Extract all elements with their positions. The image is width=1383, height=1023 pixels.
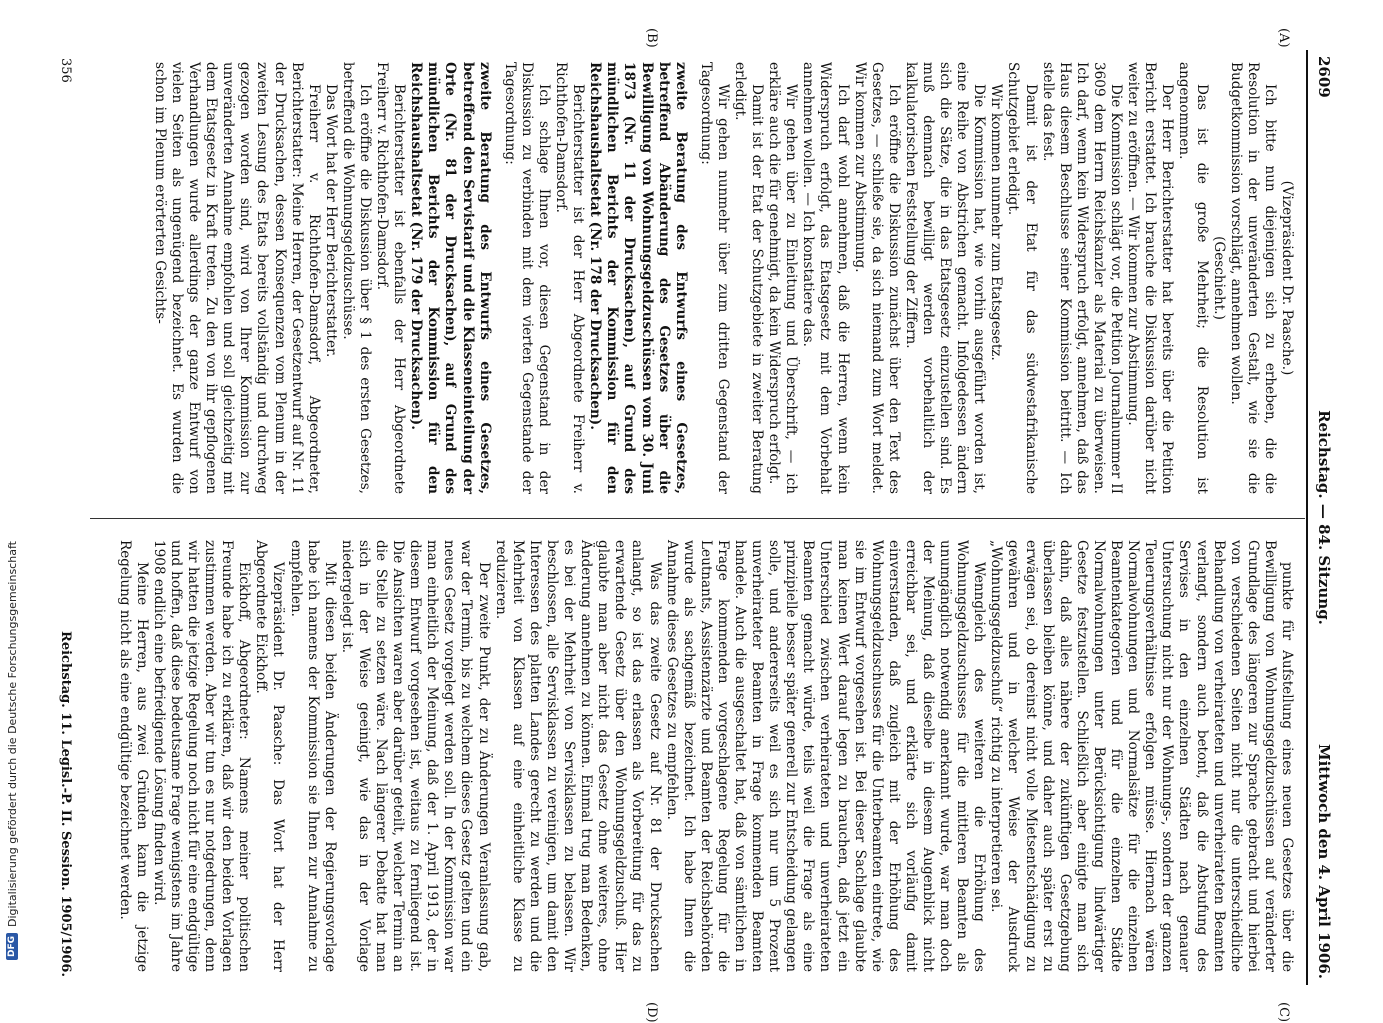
header-date: Mittwoch den 4. April 1906. bbox=[1315, 744, 1333, 979]
digitization-note bbox=[2, 120, 22, 960]
paragraph: Mit diesen beiden Änderungen der Regierungsvorlage habe ich namens der Kommission sie Ihnen zur Annahme zu empfehlen. bbox=[287, 540, 338, 972]
paragraph: (Geschieht.) bbox=[1210, 236, 1227, 320]
paragraph: zweite Beratung des Entwurfs eines Gesetzes, betreffend den Servistarif und die Klasseneinteilung der Orte (Nr. 81 der Drucksachen), auf Grund des mündlichen Berichts der Kommission für den Reichshaushaltsetat (Nr. 179 der Drucksachen). bbox=[408, 62, 493, 494]
document-page bbox=[45, 28, 1335, 1023]
paragraph: Das ist die große Mehrheit; die Resolution ist angenommen. bbox=[1176, 62, 1210, 494]
paragraph: Damit ist der Etat für das südwestafrikanische Schutzgebiet erledigt. bbox=[1005, 62, 1039, 494]
paragraph: Wir gehen über zu Einleitung und Überschrift, — ich erkläre auch die für genehmigt, da kein Widerspruch erfolgt. bbox=[766, 62, 800, 494]
paragraph: (Vizepräsident Dr. Paasche.) bbox=[1279, 180, 1295, 376]
column-divider bbox=[90, 518, 1305, 519]
paragraph: Meine Herren, aus zwei Gründen kann die jetzige Regelung nicht als eine endgültige bezeichnet werden. bbox=[116, 540, 150, 972]
header-title: Reichstag. — 84. Sitzung. bbox=[1315, 410, 1333, 625]
paragraph: Berichterstatter ist ebenfalls der Herr Abgeordnete Freiherr v. Richthofen-Damsdorf. bbox=[374, 62, 408, 494]
digitization-note-text: Digitalisierung gefördert durch die Deutsche Forschungsgemeinschaft bbox=[5, 541, 19, 927]
paragraph: Ich schlage Ihnen vor, diesen Gegenstand in der Diskussion zu verbinden mit dem vierten Gegenstande der Tagesordnung: bbox=[501, 62, 552, 494]
dfg-logo: DFG bbox=[6, 933, 18, 960]
margin-marker-d: (D) bbox=[644, 1002, 659, 1023]
paragraph: Berichterstatter ist der Herr Abgeordnete Freiherr v. Richthofen-Damsdorf. bbox=[553, 62, 587, 494]
footer-signature: Reichstag. 11. Legisl.-P. II. Session. 1905/1906. bbox=[58, 631, 73, 977]
paragraph: Was das zweite Gesetz auf Nr. 81 der Drucksachen anlangt, so ist das erlassen als Vorbereitung für das zu erwartende Gesetz über den Wohnungsgeldzuschuß. Hier glaubte man aber nicht das Gesetz ohne weiteres, ohne Änderung annehmen zu können. Einmal trug man Bedenken, es bei der Mehrheit von Servisklassen zu belassen. Wir beschlossen, alle Servisklassen zu vereinigen, um damit den Interessen des platten Landes gerecht zu werden und die Mehrheit von Klassen auf eine einheitliche Klasse zu reduzieren. bbox=[492, 540, 663, 972]
paragraph: Wir kommen nunmehr zum Etatsgesetz. bbox=[988, 84, 1005, 361]
paragraph: Ich eröffne die Diskussion zunächst über den Text des Gesetzes, — schließe sie, da sich niemand zum Wort meldet. Wir kommen zur Abstimmung. bbox=[851, 62, 902, 494]
margin-marker-a: (A) bbox=[1276, 28, 1291, 48]
paragraph: Wenngleich des weiteren die Erhöhung des Wohnungsgeldzuschusses für die mittleren Beamten als unumgänglich notwendig anerkannt wurde, war man doch der Meinung, daß dieselbe in diesem Augenblick nicht erreichbar sei, und erklärte sich vorläufig damit einverstanden, daß zugleich mit der Erhöhung des Wohnungsgeldzuschusses für die Unterbeamten eintrete, wie sie im Entwurf vorgesehen ist. Bei dieser Sachlage glaubte man keinen Wert darauf legen zu brauchen, daß jetzt ein Unterschied zwischen verheirateten und unverheirateten Beamten gemacht würde, teils weil die Frage als eine prinzipielle besser später generell zur Entscheidung gelangen solle, und andererseits weil es sich nur um 5 Prozent unverheirateter Beamten in Frage kommenden Beamten handele. Auch die ausgeschaltet hat, daß von sämtlichen in Frage kommenden vorgeschlagene Regelung für die Leutnants, Assistenzärzte und Beamten der Reichsbehörden wurde als sachgemäß bezeichnet. Ich habe Ihnen die Annahme dieses Gesetzes zu empfehlen. bbox=[663, 540, 988, 972]
margin-marker-b: (B) bbox=[644, 28, 659, 48]
margin-marker-c: (C) bbox=[1276, 1002, 1291, 1023]
page-header bbox=[1309, 50, 1335, 985]
paragraph: Der Herr Berichterstatter hat bereits über die Petition Bericht erstattet. Ich brauche die Diskussion darüber nicht weiter zu eröffnen. — Wir kommen zur Abstimmung. bbox=[1125, 62, 1176, 494]
paragraph: Eickhoff, Abgeordneter: Namens meiner politischen Freunde habe ich zu erklären, daß wir den beiden Vorlagen zustimmen werden. Aber wir tun es nur notgedrungen, denn wir hatten die jetzige Regelung noch nicht für eine endgültige und hoffen, daß diese bedeutsame Frage wenigstens im Jahre 1908 endlich eine befriedigende Lösung finden wird. bbox=[150, 540, 253, 972]
paragraph: punkte für Aufstellung eines neuen Gesetzes über die Bewilligung von Wohnungsgeldzuschüssen auf veränderter Grundlage des längeren zur Sprache gebracht und hierbei von verschiedenen Seiten nicht nur die unterschiedliche Behandlung von verheirateten und unverheirateten Beamten verlangt, sondern auch betont, daß die Abstufung des Servises in den einzelnen Städten nach genauer Untersuchung nicht nur der Wohnungs-, sondern der ganzen Teuerungsverhältnisse erfolgen müsse. Hiernach wären Normalwohnungen und Normalsätze für die einzelnen Beamtenkategorien und für die einzelnen Städte Normalwohnungen unter Berücksichtigung lindwärtiger Gesetze festzustellen. Schließlich aber einigte man sich dahin, daß alles nähere der zukünftigen Gesetzgebung überlassen bleiben könne, und daher auch später erst zu erwägen sei, ob dereinst nicht volle Mietsentschädigung zu gewähren und in welcher Weise der Ausdruck „Wohnungsgeldzuschuß“ richtig zu interpretieren sei. bbox=[988, 540, 1295, 972]
footer-page-number: 356 bbox=[58, 58, 73, 83]
paragraph: Ich bitte nun diejenigen sich zu erheben, die die Resolution in der unveränderten Gestalt, wie sie die Budgetkommission vorschlägt, annehmen wollen. bbox=[1227, 62, 1278, 494]
paragraph: Die Kommission schlägt vor, die Petition Journalnummer II 3609 dem Herrn Reichskanzler als Material zu überweisen. Ich darf, wenn kein Widerspruch erfolgt, annehmen, daß das Haus diesem Beschlusse seiner Kommission beitritt. — Ich stelle das fest. bbox=[1039, 62, 1125, 494]
left-column bbox=[151, 62, 1295, 494]
paragraph: Ich darf wohl annehmen, daß die Herren, wenn kein Widerspruch erfolgt, das Etatsgesetz mit dem Vorbehalt annehmen wollen. — Ich konstatiere das. bbox=[800, 62, 851, 494]
paragraph: Das Wort hat der Herr Berichterstatter. bbox=[322, 84, 339, 358]
paragraph: Ich eröffne die Diskussion über § 1 des ersten Gesetzes, betreffend die Wohnungsgeldzuschüsse. bbox=[339, 62, 374, 494]
right-column bbox=[116, 540, 1295, 972]
paragraph: Freiherr v. Richthofen-Damsdorf, Abgeordneter, Berichterstatter: Meine Herren, der Gesetzentwurf auf Nr. 11 der Drucksachen, dessen Konsequenzen vom Plenum in der zweiten Lesung des Etats bereits vollständig und durchweg gezogen worden sind, wird von Ihrer Kommission zur unveränderten Annahme empfohlen und soll gleichzeitig mit dem Etatsgesetz in Kraft treten. Zu den von ihr gepflogenen Verhandlungen wurde allerdings der ganze Entwurf von vielen Seiten als ungenügend bezeichnet. Es wurden die schon im Plenum erörterten Gesichts- bbox=[151, 62, 322, 494]
header-rule bbox=[1306, 50, 1308, 985]
paragraph: Wir gehen nunmehr über zum dritten Gegenstand der Tagesordnung: bbox=[697, 62, 731, 494]
paragraph: Damit ist der Etat der Schutzgebiete in zweiter Beratung erledigt. bbox=[732, 62, 766, 494]
paragraph: zweite Beratung des Entwurfs eines Gesetzes, betreffend Abänderung des Gesetzes über die Bewilligung von Wohnungsgeldzuschüssen vom 30. Juni 1873 (Nr. 11 der Drucksachen), auf Grund des mündlichen Berichts der Kommission für den Reichshaushaltsetat (Nr. 178 der Drucksachen). bbox=[587, 62, 689, 494]
paragraph: Der zweite Punkt, der zu Änderungen Veranlassung gab, war der Termin, bis zu welchem dieses Gesetz gelten und ein neues Gesetz vorgelegt werden soll. In der Kommission war man einheitlich der Meinung, daß der 1. April 1913, der in diesem Entwurf vorgesehen ist, weitaus zu fernliegend ist. Die Ansichten waren aber darüber geteilt, welcher Termin an die Stelle zu setzen wäre. Nach längerer Debatte hat man sich in der Weise geeinigt, wie das in der Vorlage niedergelegt ist. bbox=[338, 540, 492, 972]
header-page-number: 2609 bbox=[1315, 56, 1333, 98]
paragraph: Die Kommission hat, wie vorhin ausgeführt worden ist, eine Reihe von Abstrichen gemacht. Infolgedessen ändern sich die Sätze, die in das Etatsgesetz einzustellen sind. Es muß demnach bewilligt werden vorbehaltlich der kalkulatorischen Feststellung der Ziffern. bbox=[902, 62, 988, 494]
paragraph: Vizepräsident Dr. Paasche: Das Wort hat der Herr Abgeordnete Eickhoff. bbox=[253, 540, 287, 972]
